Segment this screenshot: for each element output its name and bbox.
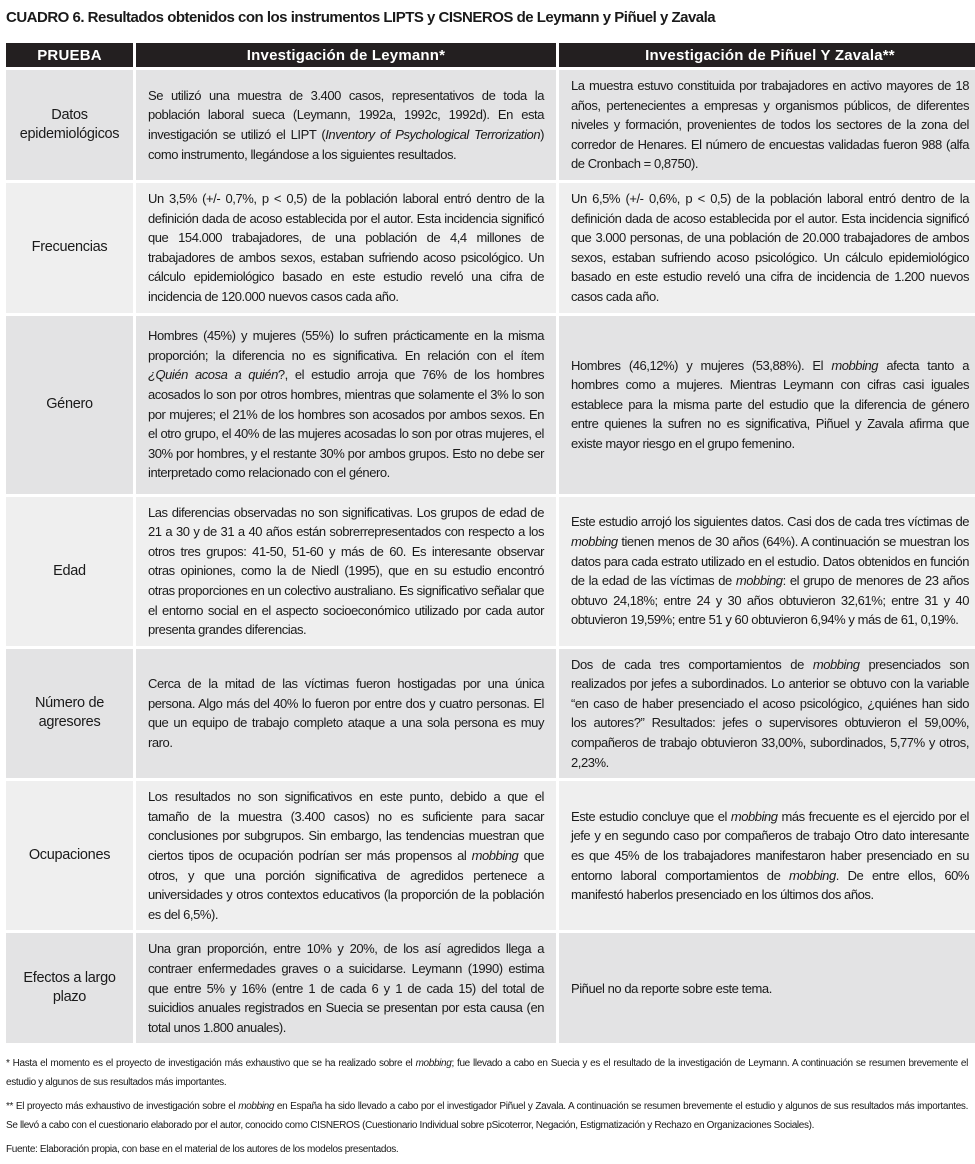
text-segment: tienen menos de 30 años (64%). A continuación se muestran los datos para cada estrato utilizado en el estudio. Datos obtenidos en función de la edad de las víctimas de <box>571 533 969 589</box>
text-segment: presenciados son realizados por jefes a subordinados. Lo anterior se obtuvo con la variable “en caso de haber presenciado el acoso psicológico, ¿quiénes han sido los autores?” Resultados: jefes o supervisores obtuvieron el 59,00%, compañeros de trabajo obtuvieron 33,00%, subordinados, 5,77% y otros, 2,23%. <box>571 656 969 770</box>
italic-text: mobbing <box>415 1058 452 1070</box>
italic-text: Inventory of Psychological Terrorization <box>325 126 541 142</box>
row-label: Efectos a largo plazo <box>6 933 133 1043</box>
table-row <box>6 781 975 930</box>
text-segment: Se utilizó una muestra de 3.400 casos, representativos de toda la población laboral sueca (Leymann, 1992a, 1992c, 1992d). En esta investigación se utilizó el LIPT ( <box>148 87 544 142</box>
text-segment: ) como instrumento, llegándose a los siguientes resultados. <box>148 126 544 162</box>
text-segment: Una gran proporción, entre 10% y 20%, de los así agredidos llega a contraer enfermedades graves o a suicidarse. Leymann (1990) estima que entre 5% y 16% (entre 1 de cada 6 y 1 de cada 15) del total de suicidios anuales registrados en Suecia se presentan por esta causa (en total unos 1.800 anuales). <box>148 941 544 1035</box>
table-title: CUADRO 6. Resultados obtenidos con los instrumentos LIPTS y CISNEROS de Leymann y Piñuel y Zavala <box>6 9 716 26</box>
text-segment: * Hasta el momento es el proyecto de investigación más exhaustivo que se ha realizado sobre el <box>6 1058 416 1070</box>
row-label: Datos epidemiológicos <box>6 70 133 180</box>
table-row <box>6 316 975 494</box>
leymann-cell <box>136 316 556 494</box>
italic-text: ¿Quién acosa a quién <box>148 367 278 383</box>
text-segment: Las diferencias observadas no son significativas. Los grupos de edad de 21 a 30 y de 31 a 40 años están sobrerrepresentados con respecto a los otros tres grupos: 41-50, 51-60 y más de 60. Es interesante observar otras opiniones, como la de Niedl (1995), que en su estudio encontró otras proporciones en un colectivo australiano. Es significativo señalar que el entorno social en el aspecto socioeconómico utilizado por cada autor presenta grandes diferencias. <box>148 504 544 638</box>
text-segment: ?, el estudio arroja que 76% de los hombres acosados lo son por otros hombres, mientras que solamente el 3% lo son por mujeres; el 21% de los hombres son acosados por ambos sexos. En el otro grupo, el 40% de las mujeres acosadas lo son por otras mujeres, el 30% por hombres, y el restante 30% por ambos grupos. Esto no debe ser interpretado como relacionado con el género. <box>148 367 544 481</box>
leymann-cell <box>136 183 556 313</box>
text-segment: Este estudio arrojó los siguientes datos. Casi dos de cada tres víctimas de <box>571 514 969 530</box>
row-label: Ocupaciones <box>6 781 133 930</box>
leymann-cell <box>136 781 556 930</box>
italic-text: mobbing <box>471 848 519 864</box>
pinuel-cell <box>559 183 975 313</box>
row-label: Edad <box>6 497 133 646</box>
leymann-cell <box>136 497 556 646</box>
footnotes <box>6 1054 968 1159</box>
pinuel-cell <box>559 316 975 494</box>
text-segment: Fuente: Elaboración propia, con base en el material de los autores de los modelos presentados. <box>6 1144 399 1156</box>
text-segment: más frecuente es el ejercido por el jefe y en segundo caso por compañeros de trabajo Otro dato interesante es que 45% de los trabajadores manifestaron haber presenciado en su entorno laboral comportamientos de <box>571 808 969 883</box>
table-row <box>6 183 975 313</box>
header-leymann: Investigación de Leymann* <box>136 43 556 67</box>
leymann-cell <box>136 933 556 1043</box>
table-row <box>6 649 975 779</box>
leymann-cell <box>136 70 556 180</box>
text-segment: Un 3,5% (+/- 0,7%, p < 0,5) de la población laboral entró dentro de la definición dada de acoso establecida por el autor. Esta incidencia significó que 154.000 trabajadores, de una población de 4,4 millones de trabajadores de ambos sexos, estaban sufriendo acoso psicológico. Un cálculo epidemiológico basado en este estudio reveló una cifra de incidencia de 120.000 nuevos casos cada año. <box>148 190 544 304</box>
text-segment: Los resultados no son significativos en este punto, debido a que el tamaño de la muestra (3.400 casos) no es suficiente para sacar conclusiones por subgrupos. Sin embargo, las tendencias muestran que ciertos tipos de ocupación podrían ser más propensos al <box>148 789 544 864</box>
text-segment: Piñuel no da reporte sobre este tema. <box>571 980 772 996</box>
table-row <box>6 933 975 1043</box>
row-label: Frecuencias <box>6 183 133 313</box>
italic-text: mobbing <box>730 808 778 824</box>
leymann-cell <box>136 649 556 779</box>
text-segment: afecta tanto a hombres como a mujeres. Mientras Leymann con cifras casi iguales establece para la misma parte del estudio que la diferencia de género entre quienes la sufren no es significativa, Piñuel y Zavala afirma que existe mayor riesgo en el grupo femenino. <box>571 357 969 451</box>
header-pinuel: Investigación de Piñuel Y Zavala** <box>559 43 975 67</box>
text-segment: en España ha sido llevado a cabo por el investigador Piñuel y Zavala. A continuación se resumen brevemente el estudio y algunos de sus resultados más importantes. Se llevó a cabo con el cuestionario elaborado por el autor, conocido como CISNEROS (Cuestionario Individual sobre pSicoterror, Negación, Estigmatización y Rechazo en Organizaciones Sociales). <box>6 1101 968 1132</box>
header-prueba: PRUEBA <box>6 43 133 67</box>
footnote <box>6 1097 968 1135</box>
table-row <box>6 497 975 646</box>
pinuel-cell <box>559 649 975 779</box>
text-segment: La muestra estuvo constituida por trabajadores en activo mayores de 18 años, pertenecientes a empresas y organismos públicos, de diferentes niveles y formación, provenientes de todos los sectores de la zona del corredor de Henares. El número de encuestas validadas fueron 988 (alfa de Cronbach = 0,8750). <box>571 78 969 172</box>
italic-text: mobbing <box>831 357 879 373</box>
footnote <box>6 1054 968 1092</box>
text-segment: ** El proyecto más exhaustivo de investigación sobre el <box>6 1101 239 1113</box>
text-segment: Dos de cada tres comportamientos de <box>571 656 813 672</box>
pinuel-cell <box>559 781 975 930</box>
text-segment: : el grupo de menores de 23 años obtuvo 24,18%; entre 24 y 30 años obtuvieron 32,61%; entre 31 y 40 obtuvieron 19,59%; entre 51 y 60 obtuvieron 6,94% y más de 61, 0,19%. <box>571 573 969 628</box>
table-body <box>6 70 975 1043</box>
pinuel-cell <box>559 497 975 646</box>
table-header-row <box>6 43 975 67</box>
text-segment: . De entre ellos, 60% manifestó haberlos presenciado en los últimos dos años. <box>571 867 969 903</box>
results-table <box>3 40 975 1046</box>
row-label: Género <box>6 316 133 494</box>
italic-text: mobbing <box>735 573 783 589</box>
italic-text: mobbing <box>238 1101 275 1113</box>
pinuel-cell <box>559 933 975 1043</box>
text-segment: Cerca de la mitad de las víctimas fueron hostigadas por una única persona. Algo más del 40% lo fueron por entre dos y cuatro personas. El que un equipo de trabajo completo ataque a una sola persona es muy raro. <box>148 676 544 751</box>
row-label: Número de agresores <box>6 649 133 779</box>
text-segment: Hombres (45%) y mujeres (55%) lo sufren prácticamente en la misma proporción; la diferencia no es significativa. En relación con el ítem <box>148 328 544 363</box>
source-note <box>6 1140 968 1159</box>
italic-text: mobbing <box>789 867 836 883</box>
italic-text: mobbing <box>571 533 618 549</box>
italic-text: mobbing <box>812 656 860 672</box>
text-segment: Un 6,5% (+/- 0,6%, p < 0,5) de la población laboral entró dentro de la definición dada de acoso establecida por el autor. Esta incidencia significó que 3.000 personas, de una población de 20.000 trabajadores de ambos sexos, estaban sufriendo acoso psicológico. Un cálculo epidemiológico basado en este estudio reveló una cifra de incidencia de 1.200 nuevos casos cada año. <box>571 190 969 304</box>
text-segment: Este estudio concluye que el <box>571 808 731 824</box>
text-segment: ; fue llevado a cabo en Suecia y es el resultado de la investigación de Leymann. A continuación se resumen brevemente el estudio y algunos de sus resultados más importantes. <box>6 1058 968 1089</box>
text-segment: que otros, y que una porción significativa de agredidos pertenece a universidades y otros contextos educativos (la proporción de la población es del 6,5%). <box>148 848 544 922</box>
text-segment: Hombres (46,12%) y mujeres (53,88%). El <box>571 357 832 373</box>
pinuel-cell <box>559 70 975 180</box>
table-row <box>6 70 975 180</box>
